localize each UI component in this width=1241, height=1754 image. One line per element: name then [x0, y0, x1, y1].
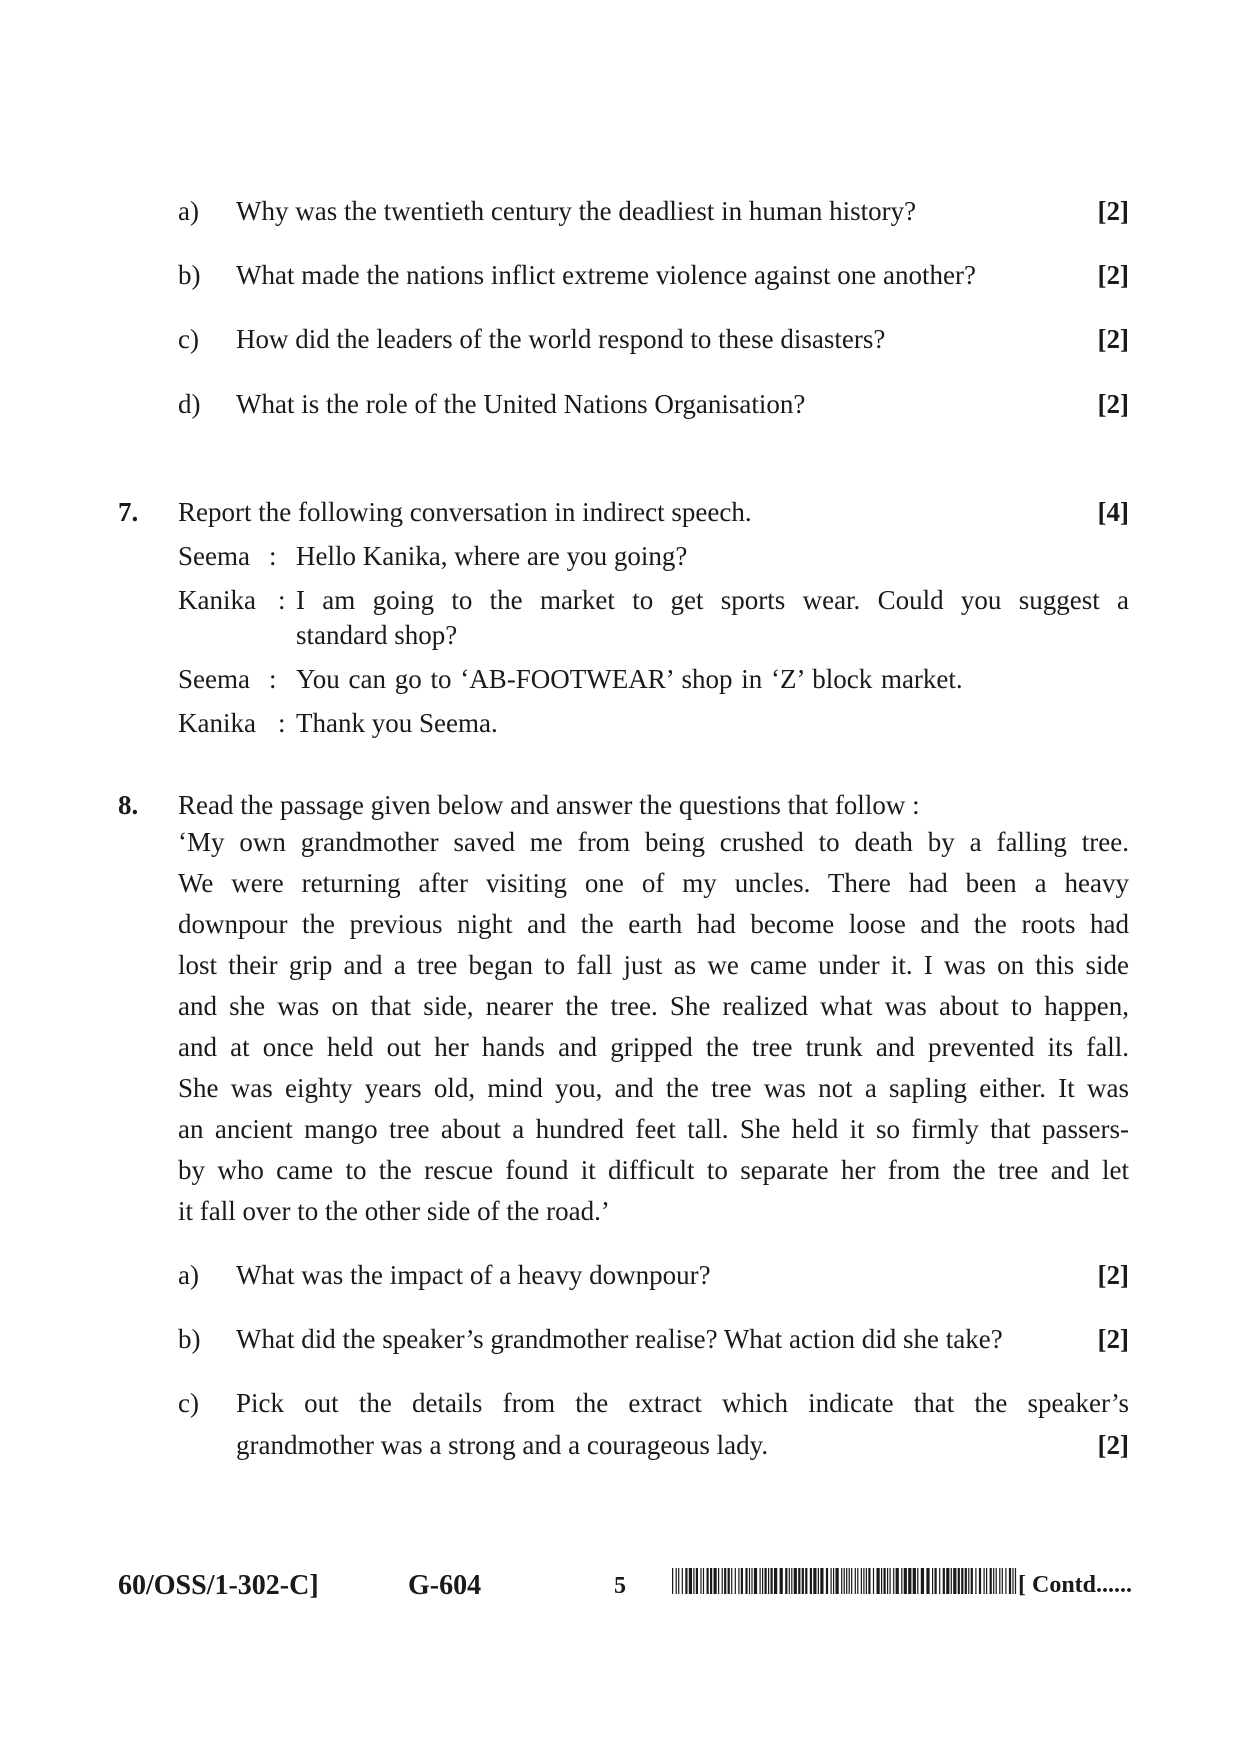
dialogue-text: Thank you Seema.: [296, 708, 498, 738]
passage-line: She was eighty years old, mind you, and the tree was not a sapling either. It was: [178, 1073, 1129, 1103]
marks-badge: [2]: [1097, 389, 1129, 419]
part-letter: a): [178, 196, 199, 226]
part-text: What is the role of the United Nations Organisation?: [236, 389, 806, 419]
speaker-name: Seema: [178, 541, 250, 571]
dialogue-colon: :: [269, 664, 277, 694]
passage-line: and at once held out her hands and gripped the tree trunk and prevented its fall.: [178, 1032, 1129, 1062]
passage-line: it fall over to the other side of the road.’: [178, 1196, 610, 1226]
part-letter: c): [178, 324, 199, 354]
part-text-continued: grandmother was a strong and a courageous lady.: [236, 1430, 769, 1460]
paper-code: 60/OSS/1-302-C]: [118, 1570, 319, 1601]
dialogue-text: Hello Kanika, where are you going?: [296, 541, 688, 571]
passage-line: lost their grip and a tree began to fall just as we came under it. I was on this side: [178, 950, 1129, 980]
passage-line: an ancient mango tree about a hundred feet tall. She held it so firmly that passers-: [178, 1114, 1129, 1144]
speaker-name: Kanika: [178, 585, 256, 615]
dialogue-text-continued: standard shop?: [296, 620, 458, 650]
part-letter: c): [178, 1388, 199, 1418]
dialogue-text: I am going to the market to get sports wear. Could you suggest a: [296, 585, 1129, 615]
question-number: 8.: [118, 790, 139, 820]
dialogue-text: You can go to ‘AB-FOOTWEAR’ shop in ‘Z’ block market.: [296, 664, 963, 694]
question-number: 7.: [118, 497, 139, 527]
barcode-icon: [672, 1568, 1017, 1594]
continued-label: [ Contd......: [1018, 1572, 1133, 1598]
dialogue-colon: :: [278, 585, 286, 615]
passage-line: by who came to the rescue found it difficult to separate her from the tree and let: [178, 1155, 1129, 1185]
marks-badge: [2]: [1097, 1260, 1129, 1290]
part-letter: a): [178, 1260, 199, 1290]
marks-badge: [2]: [1097, 324, 1129, 354]
marks-badge: [4]: [1097, 497, 1129, 527]
dialogue-colon: :: [278, 708, 286, 738]
part-letter: b): [178, 260, 201, 290]
speaker-name: Seema: [178, 664, 250, 694]
speaker-name: Kanika: [178, 708, 256, 738]
question-prompt: Read the passage given below and answer the questions that follow :: [178, 790, 920, 820]
part-text: How did the leaders of the world respond to these disasters?: [236, 324, 886, 354]
passage: [178, 822, 1129, 1232]
part-text: What was the impact of a heavy downpour?: [236, 1260, 711, 1290]
part-text: Why was the twentieth century the deadliest in human history?: [236, 196, 917, 226]
marks-badge: [2]: [1097, 1430, 1129, 1460]
part-text: What did the speaker’s grandmother realise? What action did she take?: [236, 1324, 1003, 1354]
passage-line: ‘My own grandmother saved me from being crushed to death by a falling tree.: [178, 827, 1129, 857]
marks-badge: [2]: [1097, 260, 1129, 290]
marks-badge: [2]: [1097, 196, 1129, 226]
series-code: G-604: [408, 1570, 482, 1601]
dialogue-colon: :: [269, 541, 277, 571]
passage-line: We were returning after visiting one of my uncles. There had been a heavy: [178, 868, 1129, 898]
marks-badge: [2]: [1097, 1324, 1129, 1354]
passage-line: and she was on that side, nearer the tree. She realized what was about to happen,: [178, 991, 1129, 1021]
page-number: 5: [614, 1573, 626, 1599]
part-letter: d): [178, 389, 201, 419]
part-text: What made the nations inflict extreme violence against one another?: [236, 260, 976, 290]
part-letter: b): [178, 1324, 201, 1354]
part-text: Pick out the details from the extract which indicate that the speaker’s: [236, 1388, 1129, 1418]
passage-line: downpour the previous night and the earth had become loose and the roots had: [178, 909, 1129, 939]
question-prompt: Report the following conversation in indirect speech.: [178, 497, 752, 527]
